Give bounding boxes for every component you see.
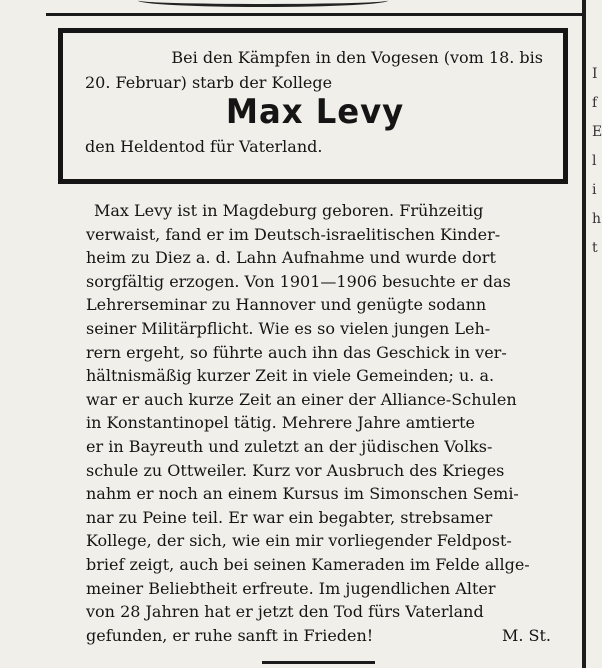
article-line: sorgfältig erzogen. Von 1901—1906 besuchte er das <box>86 271 511 291</box>
article-line: meiner Beliebtheit erfreute. Im jugendlichen Alter <box>86 578 496 598</box>
notice-line-1: Bei den Kämpfen in den Vogesen (vom 18. bis <box>171 48 543 67</box>
article-line: von 28 Jahren hat er jetzt den Tod fürs Vaterland <box>86 602 484 622</box>
article-line: Lehrerseminar zu Hannover und genügte sodann <box>86 295 487 315</box>
bottom-rule <box>262 661 375 664</box>
column-divider <box>582 0 586 668</box>
article-line: Max Levy ist in Magdeburg geboren. Frühzeitig <box>94 201 484 220</box>
article-line: Kollege, der sich, wie ein mir vorliegender Feldpost- <box>86 531 512 551</box>
article-line: schule zu Ottweiler. Kurz vor Ausbruch des Krieges <box>86 460 505 480</box>
article-line: heim zu Diez a. d. Lahn Aufnahme und wurde dort <box>86 248 496 268</box>
obituary-article <box>86 199 577 647</box>
notice-line-2: 20. Februar) starb der Kollege <box>85 73 333 92</box>
article-line: brief zeigt, auch bei seinen Kameraden im Felde allge- <box>86 554 530 574</box>
article-line: rern ergeht, so führte auch ihn das Geschick in ver- <box>86 342 507 362</box>
article-line: hältnismäßig kurzer Zeit in viele Gemeinden; u. a. <box>86 366 495 386</box>
deceased-name: Max Levy <box>225 92 405 132</box>
article-line: er in Bayreuth und zuletzt an der jüdischen Volks- <box>86 436 493 456</box>
notice-line-3: den Heldentod für Vaterland. <box>85 137 323 156</box>
article-closing-line <box>86 624 577 648</box>
article-line: verwaist, fand er im Deutsch-israelitischen Kinder- <box>86 224 501 244</box>
article-line: nahm er noch an einem Kursus im Simonschen Semi- <box>86 484 519 504</box>
author-signature: M. St. <box>501 625 551 645</box>
article-line: seiner Militärpflicht. Wie es so vielen jungen Leh- <box>86 318 491 338</box>
adjacent-column-fragment: I f E l i h t <box>592 66 602 256</box>
article-line: nar zu Peine teil. Er war ein begabter, strebsamer <box>86 507 493 527</box>
top-curved-rule <box>138 0 388 7</box>
closing-text: gefunden, er ruhe sanft in Frieden! <box>86 625 374 645</box>
article-line: in Konstantinopel tätig. Mehrere Jahre amtierte <box>86 413 475 433</box>
article-line: war er auch kurze Zeit an einer der Alliance-Schulen <box>86 389 517 409</box>
obituary-notice-box <box>58 28 568 184</box>
top-rule <box>46 13 582 16</box>
